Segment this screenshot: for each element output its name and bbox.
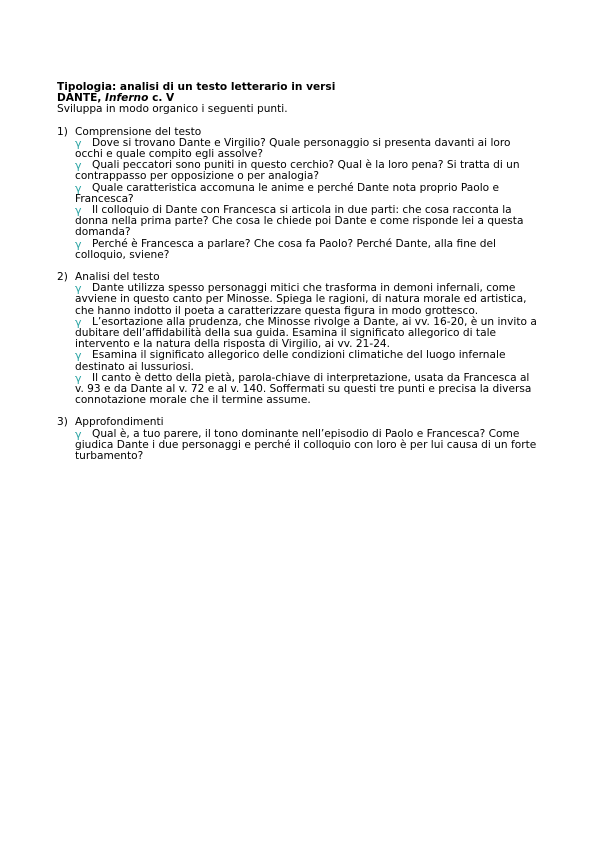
section-title: Analisi del testo xyxy=(75,271,160,284)
subtitle-work: Inferno xyxy=(105,92,149,105)
bullet-icon: γ xyxy=(75,349,82,363)
section-number: 1) xyxy=(57,125,68,138)
section-number: 3) xyxy=(57,416,68,429)
question-text: Qual è, a tuo parere, il tono dominante nell’episodio di Paolo e Francesca? Come giudica Dante i due personaggi e perché il colloquio con loro è per lui causa di un forte turbamento? xyxy=(75,427,537,463)
question-text: Dove si trovano Dante e Virgilio? Quale personaggio si presenta davanti ai loro occhi e quale compito egli assolve? xyxy=(75,136,511,161)
section xyxy=(57,127,541,261)
section-number: 2) xyxy=(57,271,68,284)
question-text: Quale caratteristica accomuna le anime e perché Dante nota proprio Paolo e Francesca? xyxy=(75,181,500,205)
question-item xyxy=(75,373,541,407)
question-text: Perché è Francesca a parlare? Che cosa fa Paolo? Perché Dante, alla fine del colloquio, sviene? xyxy=(75,237,496,261)
bullet-icon: γ xyxy=(75,181,82,195)
question-item xyxy=(75,138,541,160)
bullet-icon: γ xyxy=(75,315,82,329)
bullet-icon: γ xyxy=(75,136,82,150)
section xyxy=(57,272,541,406)
question-item xyxy=(75,160,541,182)
subtitle-author: DANTE, xyxy=(57,92,106,105)
document-title: Tipologia: analisi di un testo letterario in versi xyxy=(57,81,336,93)
bullet-icon: γ xyxy=(75,427,82,441)
question-text: Esamina il significato allegorico delle condizioni climatiche del luogo infernale destinato ai lussuriosi. xyxy=(75,349,506,373)
question-item xyxy=(75,317,541,351)
bullet-icon: γ xyxy=(75,204,82,218)
question-item xyxy=(75,183,541,205)
sections-list xyxy=(57,127,541,463)
question-item xyxy=(75,350,541,372)
subtitle-canto: c. V xyxy=(148,92,175,105)
question-item xyxy=(75,429,541,463)
bullet-icon: γ xyxy=(75,371,82,385)
question-item xyxy=(75,283,541,317)
question-text: L’esortazione alla prudenza, che Minosse rivolge a Dante, ai vv. 16-20, è un invito a dubitare dell’affidabilità della sua guida. Esamina il significato allegorico di tale intervento e la natura della risposta di Virgilio, ai vv. 21-24. xyxy=(75,315,537,351)
question-text: Quali peccatori sono puniti in questo cerchio? Qual è la loro pena? Si tratta di un contrappasso per opposizione o per analogia? xyxy=(75,159,520,183)
bullet-icon: γ xyxy=(75,282,82,296)
question-item xyxy=(75,205,541,239)
section-title: Approfondimenti xyxy=(75,416,164,429)
section xyxy=(57,417,541,462)
instructions: Sviluppa in modo organico i seguenti punti. xyxy=(57,103,288,116)
bullet-icon: γ xyxy=(75,237,82,251)
bullet-icon: γ xyxy=(75,159,82,173)
question-text: Dante utilizza spesso personaggi mitici che trasforma in demoni infernali, come avviene in questo canto per Minosse. Spiega le ragioni, di natura morale ed artistica, che hanno indotto il poeta a caratterizzare questa figura in modo grottesco. xyxy=(75,282,527,317)
document-page xyxy=(57,82,541,473)
question-text: Il colloquio di Dante con Francesca si articola in due parti: che cosa racconta la donna nella prima parte? Che cosa le chiede poi Dante e come risponde lei a questa domanda? xyxy=(75,204,524,239)
question-item xyxy=(75,239,541,261)
question-text: Il canto è detto della pietà, parola-chiave di interpretazione, usata da Francesca al v. 93 e da Dante al v. 72 e al v. 140. Soffermati su questi tre punti e precisa la diversa connotazione morale che il termine assume. xyxy=(75,371,532,407)
section-title: Comprensione del testo xyxy=(75,125,202,138)
